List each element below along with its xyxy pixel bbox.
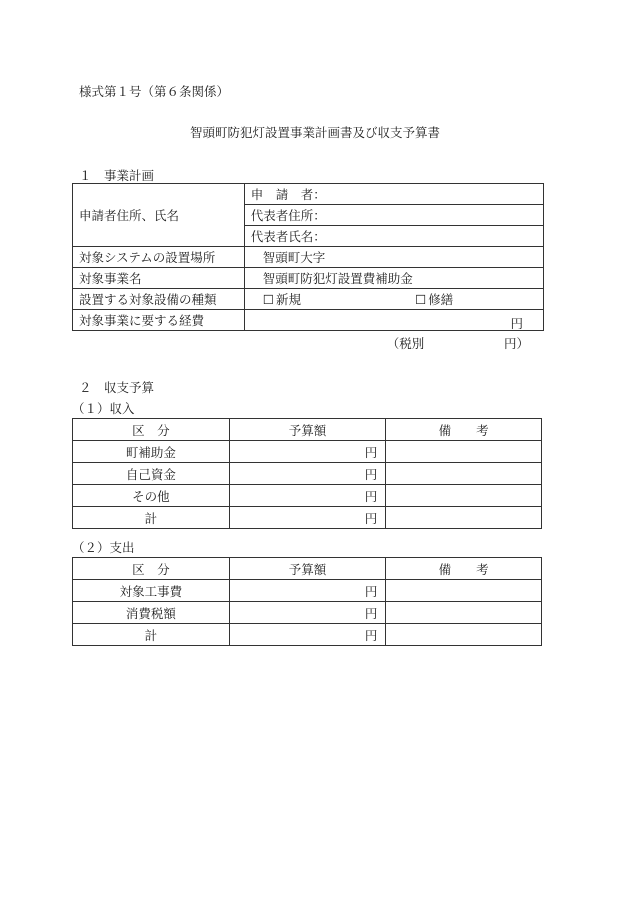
- table-row: [73, 247, 544, 268]
- row-amount[interactable]: 円: [229, 624, 386, 646]
- row-category: 町補助金: [73, 441, 230, 463]
- row-category: 計: [73, 624, 230, 646]
- table-row: [73, 507, 542, 529]
- column-header-amount: 予算額: [229, 419, 386, 441]
- row-category: 消費税額: [73, 602, 230, 624]
- row-amount[interactable]: 円: [229, 602, 386, 624]
- table-row: [73, 289, 544, 310]
- row-note[interactable]: [386, 463, 542, 485]
- location-label: 対象システムの設置場所: [73, 247, 245, 268]
- equipment-type-label: 設置する対象設備の種類: [73, 289, 245, 310]
- new-option[interactable]: [263, 292, 305, 307]
- table-row: [73, 602, 542, 624]
- row-amount[interactable]: 円: [229, 507, 386, 529]
- new-option-label: 新規: [275, 292, 301, 307]
- repair-option-label: 修繕: [428, 292, 454, 307]
- row-note[interactable]: [386, 602, 542, 624]
- table-row: [73, 485, 542, 507]
- row-category: 計: [73, 507, 230, 529]
- row-amount[interactable]: 円: [229, 485, 386, 507]
- representative-address-field: 代表者住所：: [244, 205, 543, 226]
- applicant-label: 申請者住所、氏名: [73, 184, 245, 247]
- table-row: [73, 184, 544, 205]
- row-note[interactable]: [386, 441, 542, 463]
- document-title: 智頭町防犯灯設置事業計画書及び収支予算書: [189, 125, 440, 140]
- column-header-note: 備 考: [386, 558, 542, 580]
- applicant-field: 申 請 者：: [244, 184, 543, 205]
- location-value: 智頭町大字: [244, 247, 543, 268]
- expense-table: [72, 557, 542, 646]
- project-name-value: 智頭町防犯灯設置費補助金: [244, 268, 543, 289]
- row-note[interactable]: [386, 485, 542, 507]
- project-name-label: 対象事業名: [73, 268, 245, 289]
- checkbox-repair[interactable]: ☐: [414, 292, 427, 307]
- row-note[interactable]: [386, 624, 542, 646]
- column-header-note: 備 考: [386, 419, 542, 441]
- checkbox-new[interactable]: ☐: [262, 292, 274, 307]
- representative-name-field: 代表者氏名：: [244, 226, 543, 247]
- table-row: [73, 463, 542, 485]
- row-category: 対象工事費: [73, 580, 230, 602]
- table-header-row: [73, 558, 542, 580]
- row-category: その他: [73, 485, 230, 507]
- column-header-amount: 予算額: [229, 558, 386, 580]
- income-heading: （１）収入: [72, 401, 135, 416]
- table-row: [73, 580, 542, 602]
- cost-yen: 円: [510, 316, 523, 331]
- cost-label: 対象事業に要する経費: [73, 310, 245, 331]
- row-amount[interactable]: 円: [229, 441, 386, 463]
- table-row: [73, 441, 542, 463]
- repair-option[interactable]: [415, 292, 453, 307]
- section-heading-plan: １ 事業計画: [79, 168, 155, 183]
- table-row: [73, 624, 542, 646]
- plan-table: [72, 183, 544, 351]
- column-header-category: 区 分: [73, 558, 230, 580]
- row-amount[interactable]: 円: [229, 580, 386, 602]
- form-number: 様式第１号（第６条関係）: [79, 84, 230, 99]
- cost-value: [244, 310, 543, 351]
- row-note[interactable]: [386, 580, 542, 602]
- table-header-row: [73, 419, 542, 441]
- tax-suffix: 円）: [503, 336, 529, 351]
- row-amount[interactable]: 円: [229, 463, 386, 485]
- table-row: [73, 268, 544, 289]
- column-header-category: 区 分: [73, 419, 230, 441]
- equipment-type-options: [244, 289, 543, 310]
- section-heading-budget: ２ 収支予算: [79, 380, 155, 395]
- row-category: 自己資金: [73, 463, 230, 485]
- table-row: [73, 310, 544, 331]
- tax-prefix: （税別: [386, 336, 425, 351]
- income-table: [72, 418, 542, 529]
- expense-heading: （２）支出: [72, 540, 135, 555]
- row-note[interactable]: [386, 507, 542, 529]
